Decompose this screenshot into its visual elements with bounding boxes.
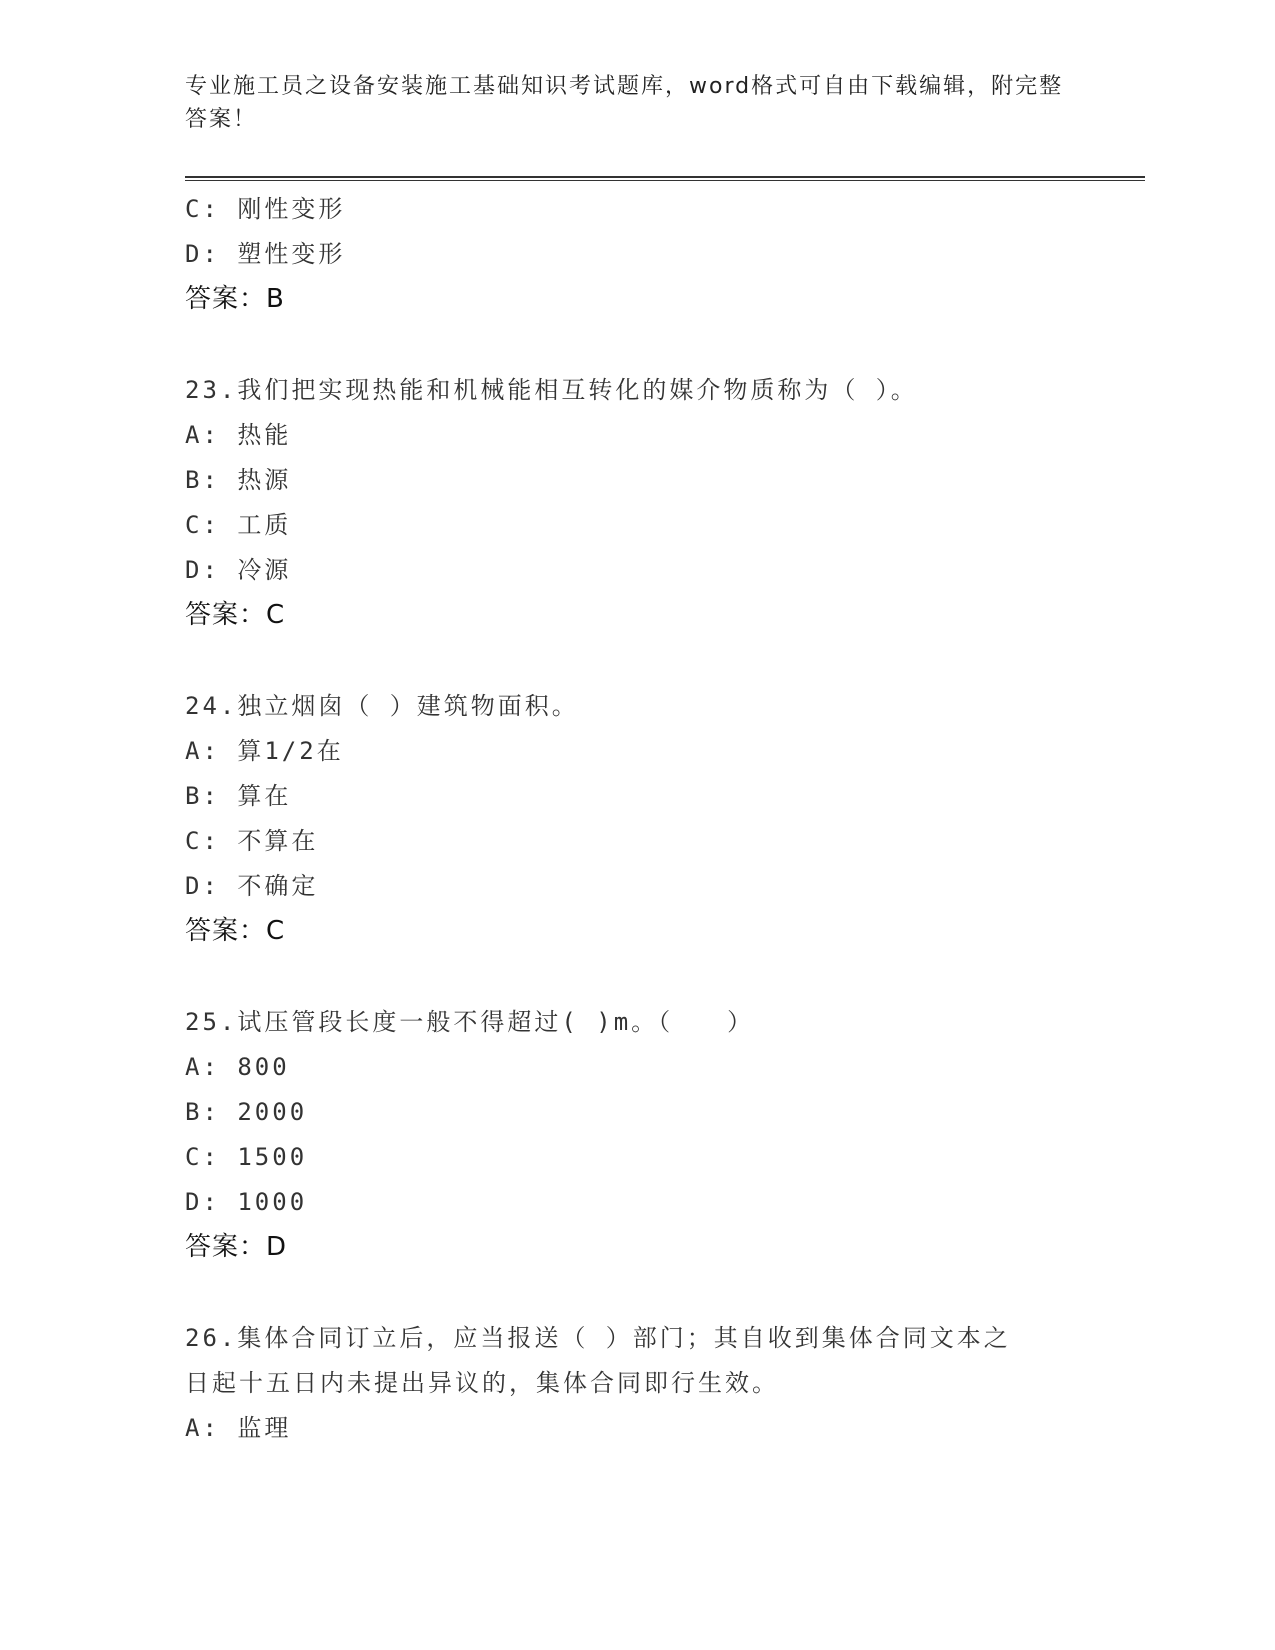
question-stem: 24.独立烟囱（ ）建筑物面积。	[185, 692, 579, 720]
previous-question	[185, 187, 1085, 322]
option-a: A: 监理	[185, 1414, 292, 1442]
option-d: D: 不确定	[185, 872, 319, 900]
question-stem: 23.我们把实现热能和机械能相互转化的媒介物质称为（ ）。	[185, 376, 918, 404]
option-d: D: 冷源	[185, 556, 292, 584]
option-a: A: 800	[185, 1053, 290, 1081]
question-stem-line-2: 日起十五日内未提出异议的，集体合同即行生效。	[185, 1369, 779, 1397]
question-list	[185, 187, 1085, 1451]
question-26	[185, 1316, 1085, 1451]
option-c: C: 工质	[185, 511, 292, 539]
option-b: B: 算在	[185, 782, 292, 810]
header-title: 专业施工员之设备安装施工基础知识考试题库，word格式可自由下载编辑，附完整答案！	[185, 74, 1064, 132]
question-stem-line-1: 26.集体合同订立后，应当报送（ ）部门；其自收到集体合同文本之	[185, 1324, 1011, 1352]
question-23	[185, 368, 1085, 638]
option-d: D: 塑性变形	[185, 240, 346, 268]
option-c: C: 1500	[185, 1143, 308, 1171]
question-24	[185, 684, 1085, 954]
option-a: A: 算1/2在	[185, 737, 344, 765]
header-divider	[185, 176, 1145, 181]
answer-line: 答案：B	[185, 284, 285, 314]
option-c: C: 刚性变形	[185, 195, 346, 223]
option-a: A: 热能	[185, 421, 292, 449]
document-header	[185, 70, 1065, 136]
question-stem: 25.试压管段长度一般不得超过( )m。（ ）	[185, 1008, 755, 1036]
answer-line: 答案：C	[185, 916, 286, 946]
question-25	[185, 1000, 1085, 1270]
answer-line: 答案：C	[185, 600, 286, 630]
answer-line: 答案：D	[185, 1232, 288, 1262]
option-c: C: 不算在	[185, 827, 319, 855]
option-d: D: 1000	[185, 1188, 308, 1216]
option-b: B: 2000	[185, 1098, 308, 1126]
option-b: B: 热源	[185, 466, 292, 494]
